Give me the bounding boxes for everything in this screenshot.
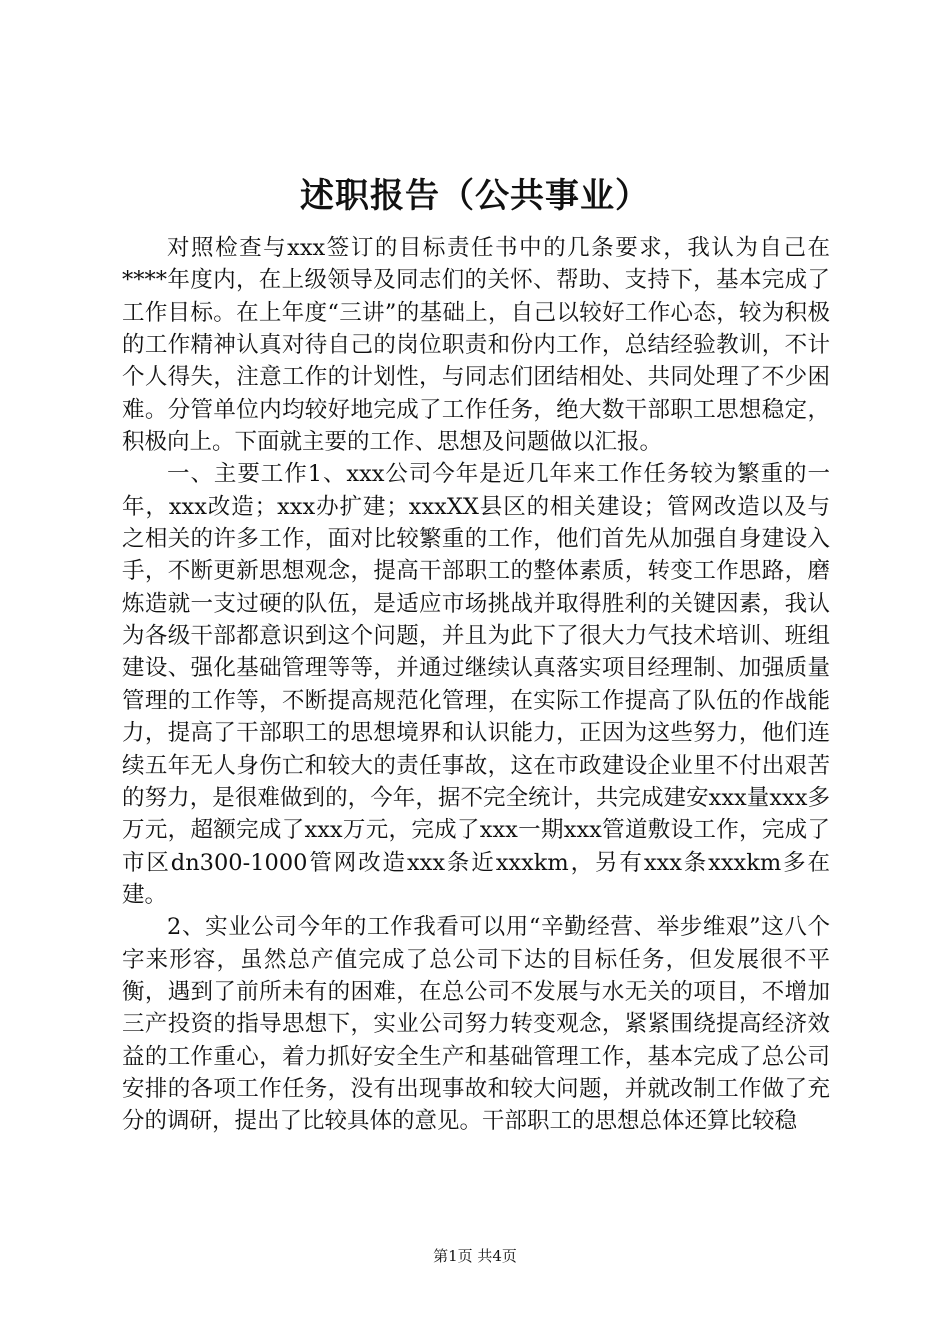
document-title: 述职报告（公共事业） xyxy=(300,176,650,216)
paragraph-3: 2、实业公司今年的工作我看可以用“辛勤经营、举步维艰”这八个字来形容，虽然总产值完成了总公司下达的目标任务，但发展很不平衡，遇到了前所未有的困难，在总公司不发展与水无关的项目，不增加三产投资的指导思想下，实业公司努力转变观念，紧紧围绕提高经济效益的工作重心，着力抓好安全生产和基础管理工作，基本完成了总公司安排的各项工作任务，没有出现事故和较大问题，并就改制工作做了充分的调研，提出了比较具体的意见。干部职工的思想总体还算比较稳 xyxy=(122,914,830,1135)
page-footer: 第1页 共4页 xyxy=(433,1247,517,1265)
paragraph-2: 一、主要工作1、xxx公司今年是近几年来工作任务较为繁重的一年，xxx改造；xxx办扩建；xxxXX县区的相关建设；管网改造以及与之相关的许多工作，面对比较繁重的工作，他们首先从加强自身建设入手，不断更新思想观念，提高干部职工的整体素质，转变工作思路，磨炼造就一支过硬的队伍，是适应市场挑战并取得胜利的关键因素，我认为各级干部都意识到这个问题，并且为此下了很大力气技术培训、班组建设、强化基础管理等等，并通过继续认真落实项目经理制、加强质量管理的工作等，不断提高规范化管理，在实际工作提高了队伍的作战能力，提高了干部职工的思想境界和认识能力，正因为这些努力，他们连续五年无人身伤亡和较大的责任事故，这在市政建设企业里不付出艰苦的努力，是很难做到的，今年，据不完全统计，共完成建安xxx量xxx多万元，超额完成了xxx万元，完成了xxx一期xxx管道敷设工作，完成了市区dn300-1000管网改造xxx条近xxxkm，另有xxx条xxxkm多在建。 xyxy=(122,461,830,908)
document-body xyxy=(122,232,830,1138)
paragraph-1: 对照检查与xxx签订的目标责任书中的几条要求，我认为自己在****年度内，在上级领导及同志们的关怀、帮助、支持下，基本完成了工作目标。在上年度“三讲”的基础上，自己以较好工作心态，较为积极的工作精神认真对待自己的岗位职责和份内工作，总结经验教训，不计个人得失，注意工作的计划性，与同志们团结相处、共同处理了不少困难。分管单位内均较好地完成了工作任务，绝大数干部职工思想稳定，积极向上。下面就主要的工作、思想及问题做以汇报。 xyxy=(122,235,830,456)
